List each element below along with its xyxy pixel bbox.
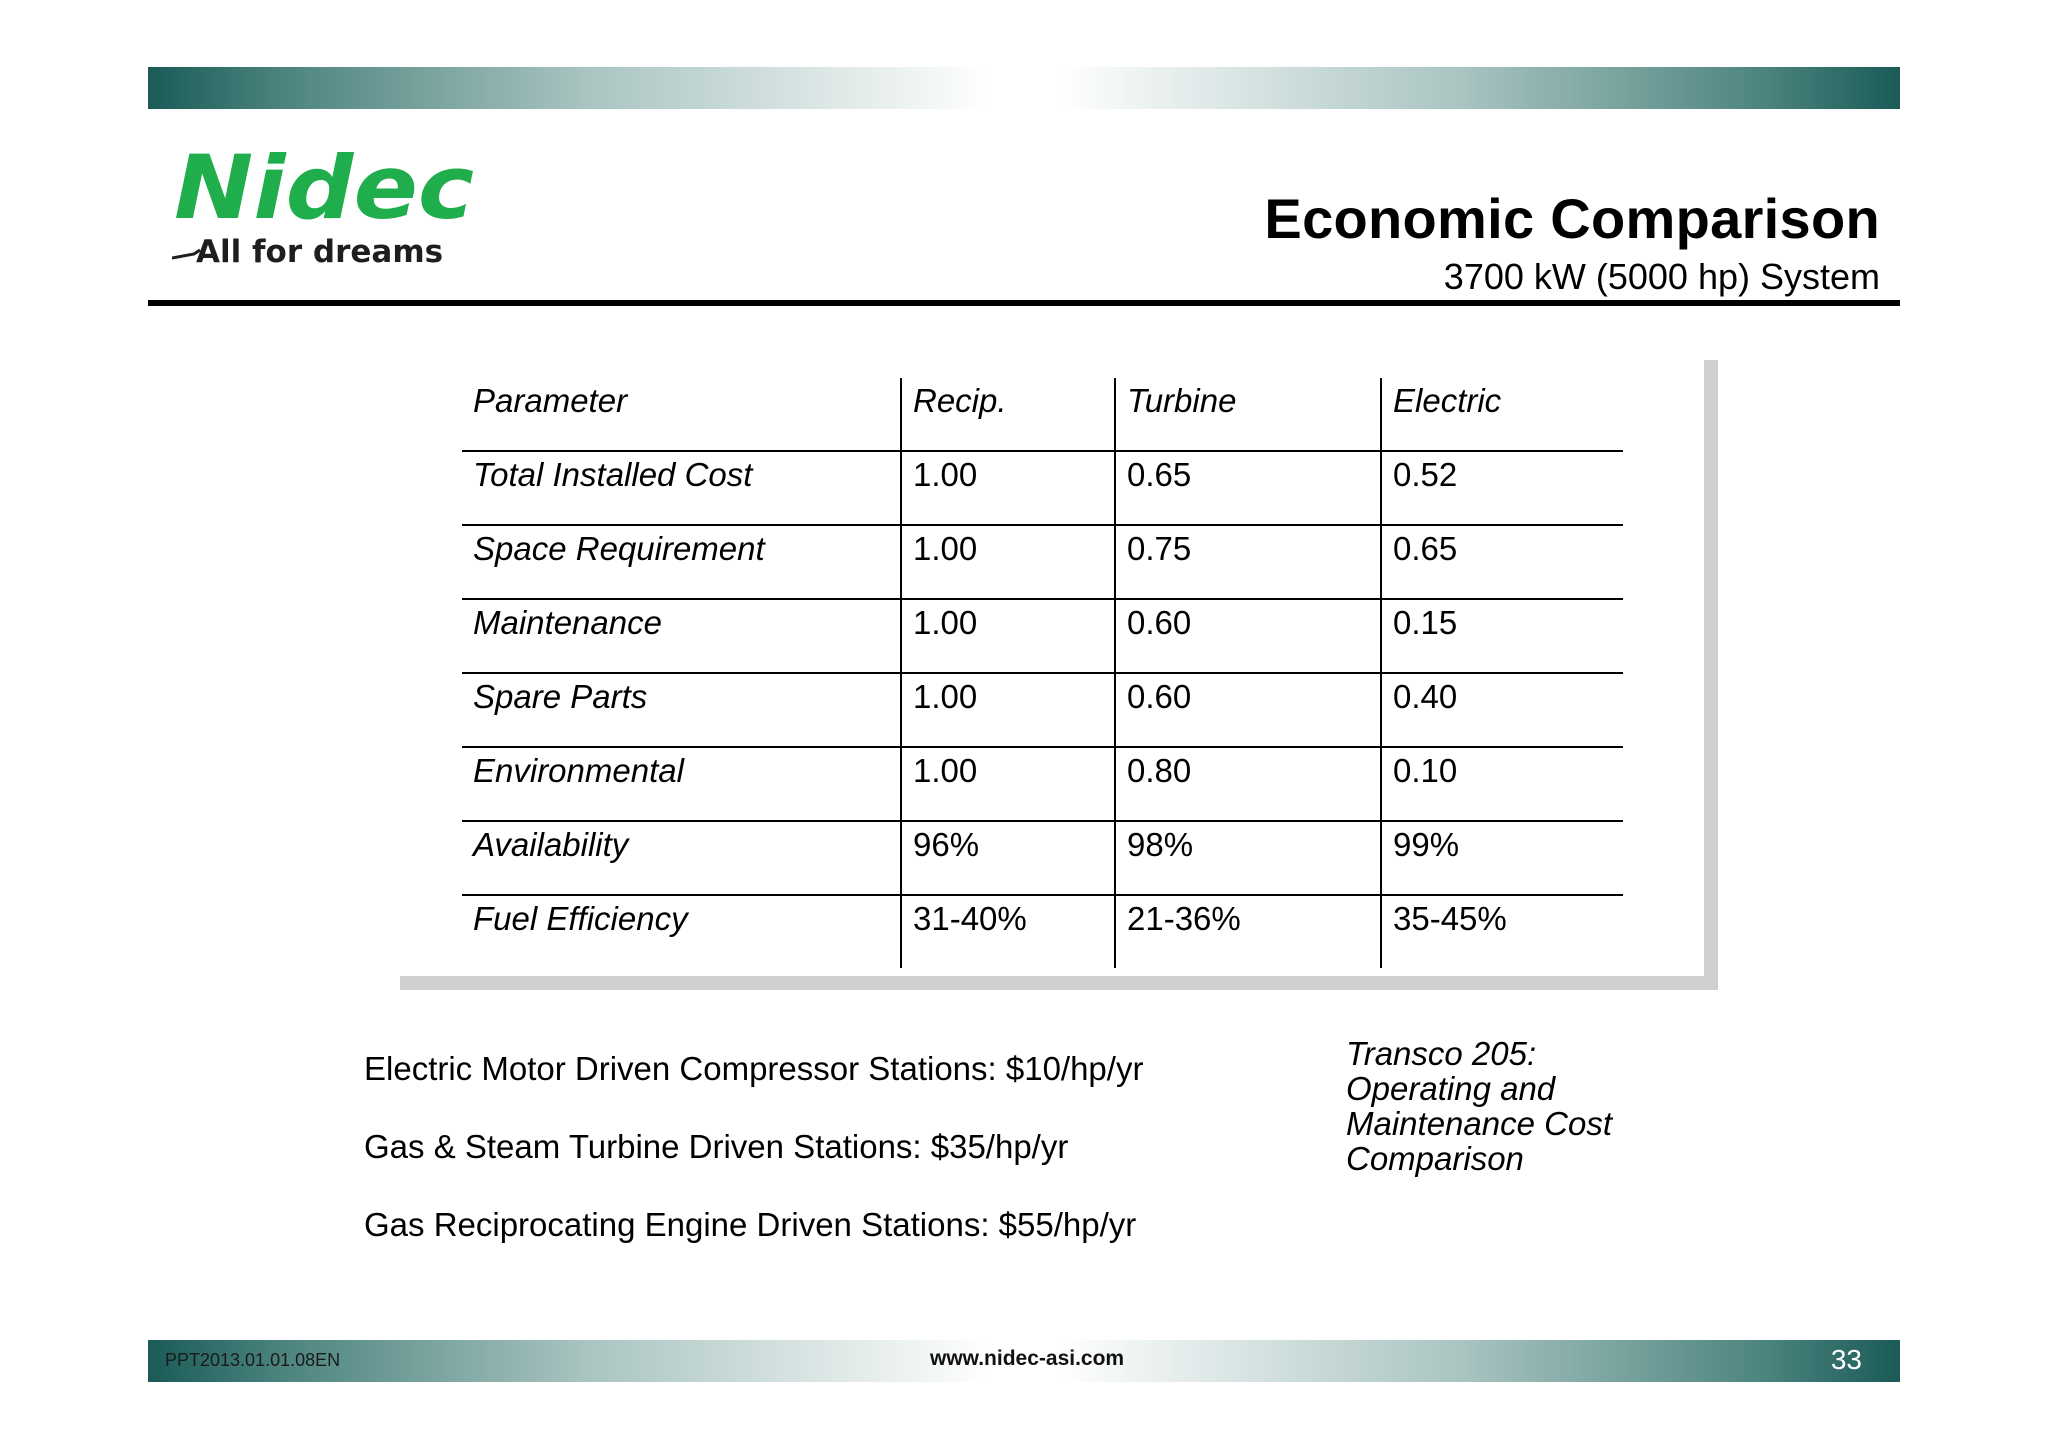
table-row xyxy=(462,599,1623,673)
comparison-table xyxy=(462,378,1623,968)
row-parameter: Spare Parts xyxy=(462,673,901,747)
page-subtitle: 3700 kW (5000 hp) System xyxy=(1443,256,1880,297)
source-line: Maintenance Cost xyxy=(1346,1105,1612,1142)
header-turbine: Turbine xyxy=(1115,378,1381,451)
row-recip: 96% xyxy=(901,821,1115,895)
note-electric: Electric Motor Driven Compressor Stations: $10/hp/yr xyxy=(364,1050,1144,1087)
table-row xyxy=(462,895,1623,968)
brand-tagline: All for dreams xyxy=(196,234,444,270)
source-line: Comparison xyxy=(1346,1140,1524,1177)
row-turbine: 0.60 xyxy=(1115,599,1381,673)
row-parameter: Fuel Efficiency xyxy=(462,895,901,968)
svg-text:Nidec: Nidec xyxy=(174,152,474,226)
row-parameter: Maintenance xyxy=(462,599,901,673)
table-row xyxy=(462,451,1623,525)
row-turbine: 98% xyxy=(1115,821,1381,895)
header-recip: Recip. xyxy=(901,378,1115,451)
cost-notes xyxy=(364,1042,1143,1276)
table-panel-shadow-bottom xyxy=(400,976,1718,990)
header-electric: Electric xyxy=(1381,378,1623,451)
row-recip: 1.00 xyxy=(901,599,1115,673)
row-turbine: 0.75 xyxy=(1115,525,1381,599)
table-header-row xyxy=(462,378,1623,451)
header-parameter: Parameter xyxy=(473,382,628,419)
page-title: Economic Comparison xyxy=(1264,187,1880,250)
table-row xyxy=(462,747,1623,821)
row-recip: 31-40% xyxy=(901,895,1115,968)
row-electric: 0.40 xyxy=(1381,673,1623,747)
page-number: 33 xyxy=(1830,1344,1862,1375)
row-parameter: Total Installed Cost xyxy=(462,451,901,525)
row-electric: 35-45% xyxy=(1381,895,1623,968)
table-panel-shadow xyxy=(1704,360,1718,990)
row-recip: 1.00 xyxy=(901,747,1115,821)
row-parameter: Availability xyxy=(462,821,901,895)
row-electric: 0.15 xyxy=(1381,599,1623,673)
row-electric: 0.10 xyxy=(1381,747,1623,821)
table-row xyxy=(462,673,1623,747)
row-turbine: 0.60 xyxy=(1115,673,1381,747)
header-divider xyxy=(148,300,1900,306)
source-line: Transco 205: xyxy=(1346,1035,1537,1072)
row-turbine: 21-36% xyxy=(1115,895,1381,968)
row-parameter: Environmental xyxy=(462,747,901,821)
row-electric: 0.52 xyxy=(1381,451,1623,525)
row-electric: 0.65 xyxy=(1381,525,1623,599)
footer-url: www.nidec-asi.com xyxy=(930,1347,1125,1370)
nidec-logo xyxy=(172,152,482,272)
table-row xyxy=(462,525,1623,599)
row-turbine: 0.80 xyxy=(1115,747,1381,821)
row-electric: 99% xyxy=(1381,821,1623,895)
document-code: PPT2013.01.01.08EN xyxy=(165,1350,341,1370)
row-recip: 1.00 xyxy=(901,525,1115,599)
source-citation xyxy=(1346,1036,1612,1176)
note-turbine: Gas & Steam Turbine Driven Stations: $35/hp/yr xyxy=(364,1128,1069,1165)
nidec-logo-mark xyxy=(172,152,482,226)
source-line: Operating and xyxy=(1346,1070,1556,1107)
row-recip: 1.00 xyxy=(901,673,1115,747)
row-parameter: Space Requirement xyxy=(462,525,901,599)
note-reciprocating: Gas Reciprocating Engine Driven Stations: $55/hp/yr xyxy=(364,1206,1137,1243)
header-band xyxy=(148,67,1900,109)
row-recip: 1.00 xyxy=(901,451,1115,525)
table-row xyxy=(462,821,1623,895)
row-turbine: 0.65 xyxy=(1115,451,1381,525)
